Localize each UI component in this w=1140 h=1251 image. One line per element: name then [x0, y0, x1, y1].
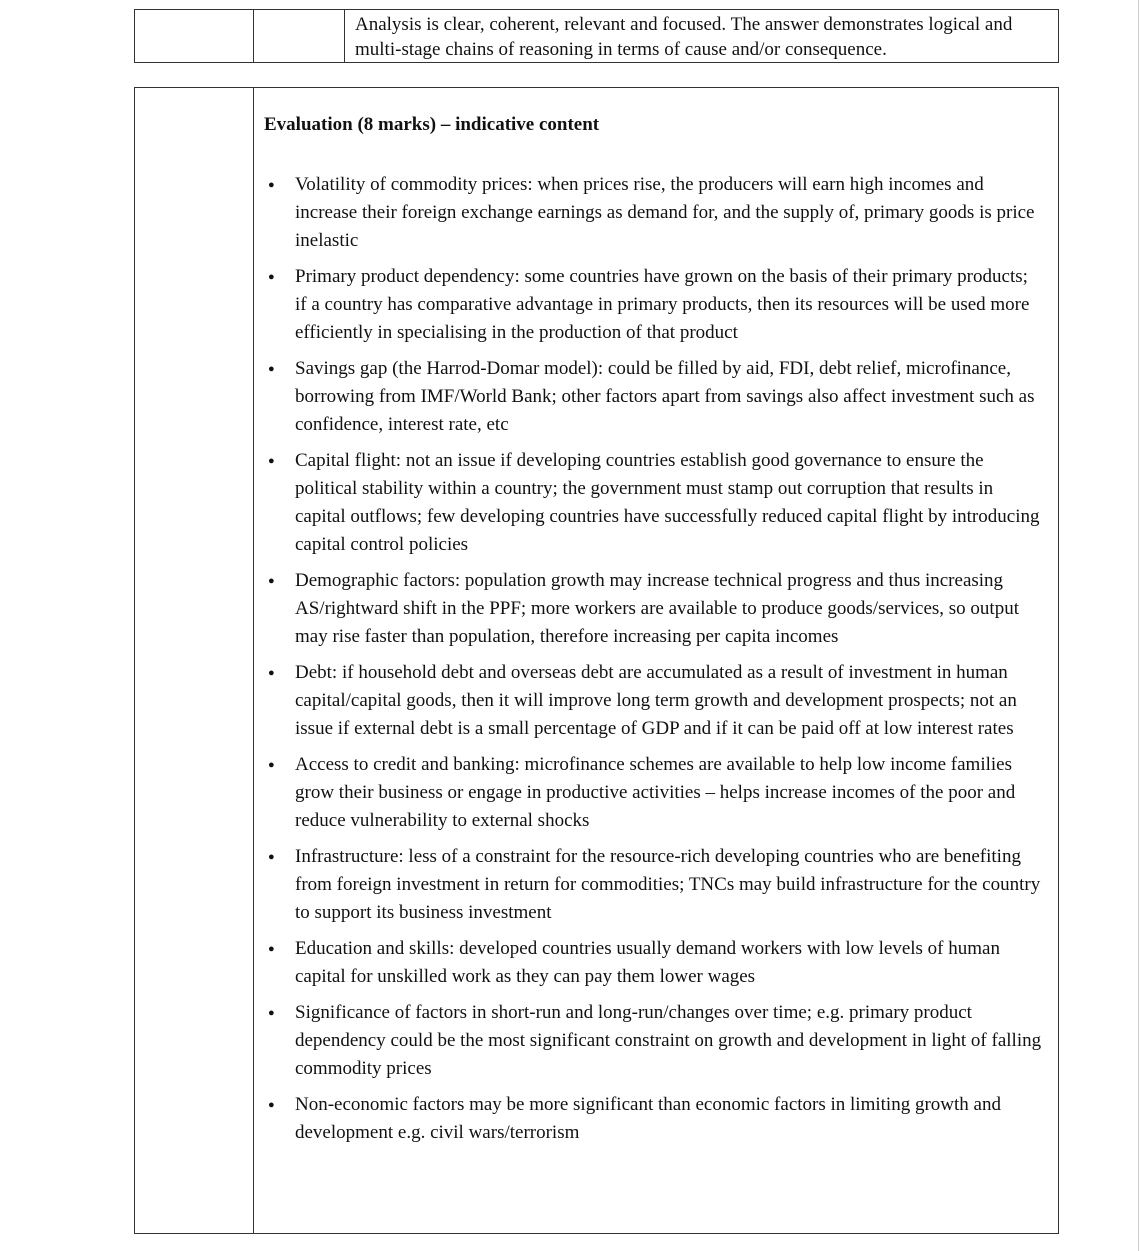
list-item-text: Education and skills: developed countries usually demand workers with low levels of human capital for unskilled work as they can pay them lower wages [295, 938, 1000, 987]
list-item [264, 447, 1044, 559]
list-item [264, 935, 1044, 991]
empty-cell [135, 88, 254, 1234]
list-item-text: Capital flight: not an issue if developing countries establish good governance to ensure the political stability within a country; the government must stamp out corruption that results in capital outflows; few developing countries have successfully reduced capital flight by introducing capital control policies [295, 450, 1040, 555]
list-item-text: Primary product dependency: some countries have grown on the basis of their primary products; if a country has comparative advantage in primary products, then its resources will be used more efficiently in specialising in the production of that product [295, 266, 1030, 343]
evaluation-cell [254, 88, 1059, 1234]
analysis-descriptor: Analysis is clear, coherent, relevant and focused. The answer demonstrates logical and multi-stage chains of reasoning in terms of cause and/or consequence. [345, 10, 1059, 63]
bullet-icon: ● [268, 943, 275, 955]
bullet-icon: ● [268, 271, 275, 283]
list-item-text: Non-economic factors may be more significant than economic factors in limiting growth and development e.g. civil wars/terrorism [295, 1094, 1001, 1143]
evaluation-heading: Evaluation (8 marks) – indicative content [264, 114, 600, 135]
list-item-text: Demographic factors: population growth may increase technical progress and thus increasing AS/rightward shift in the PPF; more workers are available to produce goods/services, so output may rise faster than population, therefore increasing per capita incomes [295, 570, 1019, 647]
table-row [135, 88, 1059, 1234]
list-item-text: Significance of factors in short-run and long-run/changes over time; e.g. primary product dependency could be the most significant constraint on growth and development in light of falling commodity prices [295, 1002, 1042, 1079]
list-item-text: Access to credit and banking: microfinance schemes are available to help low income families grow their business or engage in productive activities – helps increase incomes of the poor and reduce vulnerability to external shocks [295, 754, 1016, 831]
bullet-icon: ● [268, 1007, 275, 1019]
list-item-text: Savings gap (the Harrod-Domar model): could be filled by aid, FDI, debt relief, microfinance, borrowing from IMF/World Bank; other factors apart from savings also affect investment such as confidence, interest rate, etc [295, 358, 1035, 435]
bullet-icon: ● [268, 179, 275, 191]
bullet-icon: ● [268, 363, 275, 375]
list-item-text: Debt: if household debt and overseas debt are accumulated as a result of investment in human capital/capital goods, then it will improve long term growth and development prospects; not an issue if external debt is a small percentage of GDP and if it can be paid off at low interest rates [295, 662, 1017, 739]
bullet-icon: ● [268, 851, 275, 863]
bullet-icon: ● [268, 575, 275, 587]
list-item-text: Infrastructure: less of a constraint for the resource-rich developing countries who are benefiting from foreign investment in return for commodities; TNCs may build infrastructure for the country to support its business investment [295, 846, 1041, 923]
list-item [264, 1091, 1044, 1147]
list-item [264, 751, 1044, 835]
empty-cell [135, 10, 254, 63]
list-item [264, 355, 1044, 439]
analysis-table [134, 9, 1059, 63]
list-item [264, 843, 1044, 927]
bullet-icon: ● [268, 759, 275, 771]
table-row [135, 10, 1059, 63]
bullet-icon: ● [268, 1099, 275, 1111]
list-item [264, 999, 1044, 1083]
bullet-icon: ● [268, 667, 275, 679]
list-item-text: Volatility of commodity prices: when prices rise, the producers will earn high incomes and increase their foreign exchange earnings as demand for, and the supply of, primary goods is price inelastic [295, 174, 1035, 251]
evaluation-table [134, 87, 1059, 1234]
empty-cell [254, 10, 345, 63]
page-edge [1138, 0, 1139, 1251]
list-item [264, 659, 1044, 743]
list-item [264, 567, 1044, 651]
list-item [264, 263, 1044, 347]
bullet-icon: ● [268, 455, 275, 467]
indicative-content-list [264, 171, 1044, 1147]
list-item [264, 171, 1044, 255]
